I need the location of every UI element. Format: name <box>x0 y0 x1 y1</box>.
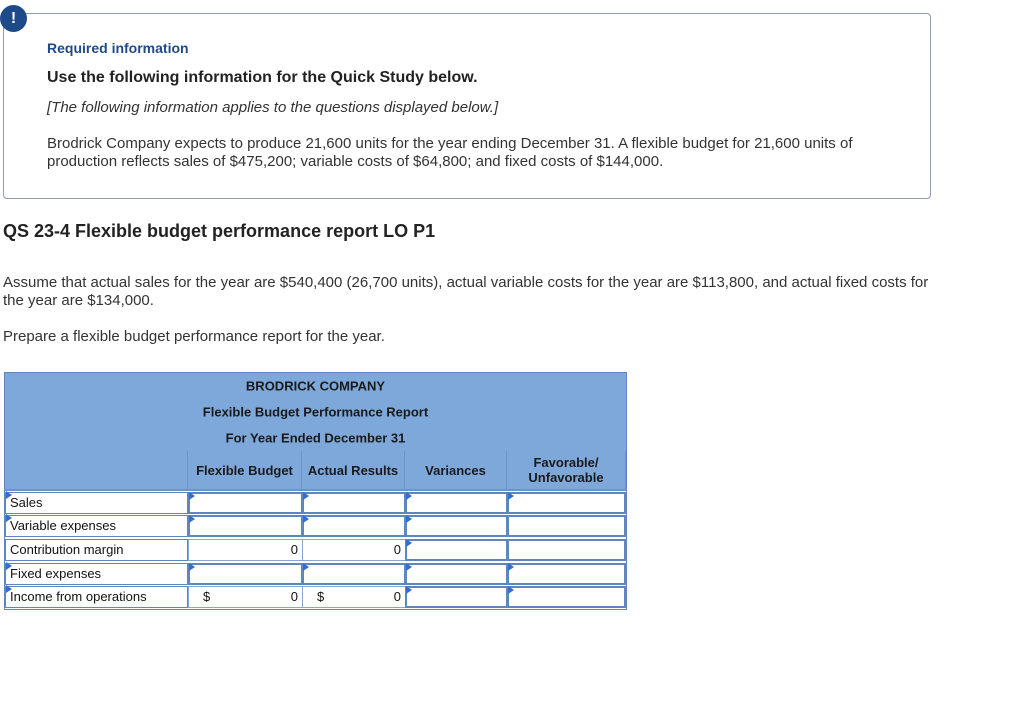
dollar-sign: $ <box>203 589 211 604</box>
sales-variance-input[interactable] <box>405 492 508 514</box>
report-period: For Year Ended December 31 <box>225 430 406 446</box>
exclamation-icon: ! <box>0 5 27 32</box>
flag-icon <box>303 515 309 523</box>
flag-icon <box>406 539 412 547</box>
flag-icon <box>303 492 309 500</box>
variable-expenses-flexible-input[interactable] <box>188 515 303 537</box>
income-variance-input[interactable] <box>405 586 508 608</box>
row-label-fixed-expenses: Fixed expenses <box>5 563 188 585</box>
flag-icon <box>6 562 12 570</box>
row-label-income-from-operations: Income from operations <box>5 586 188 608</box>
flag-icon <box>189 492 195 500</box>
variable-expenses-favorable-select[interactable] <box>507 515 626 537</box>
income-actual-value <box>302 586 406 608</box>
row-label-contribution-margin: Contribution margin <box>5 539 188 561</box>
sales-favorable-select[interactable] <box>507 492 626 514</box>
dollar-sign: $ <box>317 589 325 604</box>
fixed-expenses-flexible-input[interactable] <box>188 563 303 585</box>
scenario-paragraph: Brodrick Company expects to produce 21,600 units for the year ending December 31. A flexible budget for 21,600 units of production reflects sales of $475,200; variable costs of $64,800; and fixed costs of $144,000. <box>47 135 853 170</box>
cell-value: 0 <box>290 589 298 604</box>
cell-value: 0 <box>393 589 401 604</box>
contribution-margin-flexible-value <box>188 539 303 561</box>
sales-actual-input[interactable] <box>302 492 406 514</box>
actual-results-column-header: Actual Results <box>302 451 405 491</box>
report-title-header <box>5 399 626 426</box>
variances-column-header: Variances <box>405 451 507 491</box>
flag-icon <box>406 586 412 594</box>
flag-icon <box>189 515 195 523</box>
sales-flexible-input[interactable] <box>188 492 303 514</box>
flag-icon <box>406 563 412 571</box>
flag-icon <box>303 563 309 571</box>
contribution-margin-favorable-select[interactable] <box>507 539 626 561</box>
report-period-header <box>5 425 626 452</box>
performance-report-table <box>4 372 627 610</box>
fixed-expenses-variance-input[interactable] <box>405 563 508 585</box>
row-label-variable-expenses: Variable expenses <box>5 515 188 537</box>
cell-value: 0 <box>290 542 298 557</box>
label-column-header <box>5 451 188 491</box>
income-favorable-select[interactable] <box>507 586 626 608</box>
row-label-sales: Sales <box>5 492 188 514</box>
required-information-heading: Required information <box>47 40 189 56</box>
flag-icon <box>6 585 12 593</box>
variable-expenses-actual-input[interactable] <box>302 515 406 537</box>
report-company-header <box>5 373 626 400</box>
cell-value: 0 <box>393 542 401 557</box>
flag-icon <box>6 491 12 499</box>
fixed-expenses-actual-input[interactable] <box>302 563 406 585</box>
prepare-instruction: Prepare a flexible budget performance report for the year. <box>3 328 385 345</box>
contribution-margin-variance-input[interactable] <box>405 539 508 561</box>
company-name: BRODRICK COMPANY <box>245 378 386 394</box>
variable-expenses-variance-input[interactable] <box>405 515 508 537</box>
required-information-box <box>3 13 931 199</box>
fixed-expenses-favorable-select[interactable] <box>507 563 626 585</box>
flexible-budget-column-header: Flexible Budget <box>188 451 302 491</box>
flag-icon <box>508 492 514 500</box>
flag-icon <box>508 586 514 594</box>
flag-icon <box>406 515 412 523</box>
instruction-text: Use the following information for the Quick Study below. <box>47 69 478 86</box>
report-title: Flexible Budget Performance Report <box>202 404 429 420</box>
flag-icon <box>189 563 195 571</box>
question-title: QS 23-4 Flexible budget performance report LO P1 <box>3 221 436 241</box>
applies-note: [The following information applies to the questions displayed below.] <box>47 99 499 116</box>
flag-icon <box>406 492 412 500</box>
flag-icon <box>508 563 514 571</box>
income-flexible-value <box>188 586 303 608</box>
assumption-text: Assume that actual sales for the year are $540,400 (26,700 units), actual variable costs for the year are $113,800, and actual fixed costs for the year are $134,000. <box>3 274 929 309</box>
flag-icon <box>6 514 12 522</box>
favorable-unfavorable-column-header: Favorable/ Unfavorable <box>507 451 626 491</box>
contribution-margin-actual-value <box>302 539 406 561</box>
